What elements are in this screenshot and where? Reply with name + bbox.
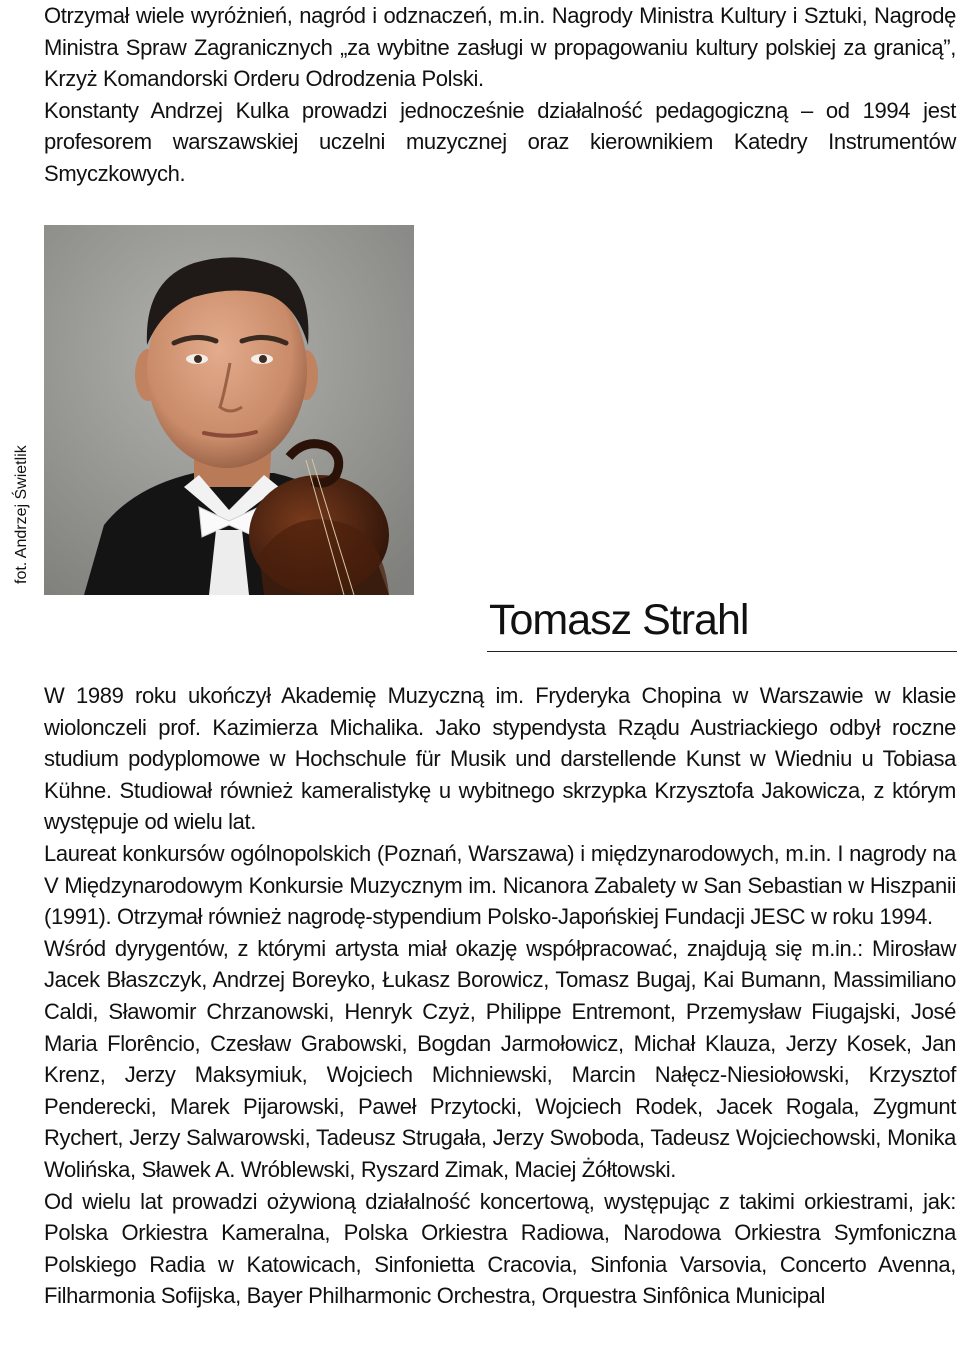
paragraph-orchestras: Od wielu lat prowadzi ożywioną działalność koncertową, występując z takimi orkiestrami, jak: Polska Orkiestra Kameralna, Polska Orkiestra Radiowa, Narodowa Orkiestra Symfoniczna Polskiego Radia w Katowicach, Sinfonietta Cracovia, Sinfonia Varsovia, Concerto Avenna, Filharmonia Sofijska, Bayer Philharmonic Orchestra, Orquestra Sinfônica Municipal	[44, 1188, 956, 1309]
paragraph-teaching: Konstanty Andrzej Kulka prowadzi jednocześnie działalność pedagogiczną – od 1994 jest profesorem warszawskiej uczelni muzycznej oraz kierownikiem Katedry Instrumentów Smyczkowych.	[44, 97, 956, 186]
photo-credit: fot. Andrzej Świetlik	[13, 445, 30, 584]
paragraph-conductors: Wśród dyrygentów, z którymi artysta miał okazję współpracować, znajdują się m.in.: Mirosław Jacek Błaszczyk, Andrzej Boreyko, Łukasz Borowicz, Tomasz Bugaj, Kai Bumann, Massimiliano Caldi, Sławomir Chrzanowski, Henryk Czyż, Philippe Entremont, Przemysław Fiugajski, José Maria Florêncio, Czesław Grabowski, Bogdan Jarmołowicz, Michał Klauza, Jerzy Kosek, Jan Krenz, Jerzy Maksymiuk, Wojciech Michniewski, Marcin Nałęcz-Niesiołowski, Krzysztof Penderecki, Marek Pijarowski, Paweł Przytocki, Wojciech Rodek, Jacek Rogala, Zygmunt Rychert, Jerzy Salwarowski, Tadeusz Strugała, Jerzy Swoboda, Tadeusz Wojciechowski, Monika Wolińska, Sławek A. Wróblewski, Ryszard Zimak, Maciej Żółtowski.	[44, 935, 956, 1182]
paragraph-awards: Otrzymał wiele wyróżnień, nagród i odznaczeń, m.in. Nagrody Ministra Kultury i Sztuki, Nagrodę Ministra Spraw Zagranicznych „za wybitne zasługi w propagowaniu kultury polskiej za granicą”, Krzyż Komandorski Orderu Odrodzenia Polski.	[44, 3, 956, 92]
previous-bio-text	[44, 0, 956, 190]
portrait-photo	[44, 225, 414, 595]
paragraph-education: W 1989 roku ukończył Akademię Muzyczną im. Fryderyka Chopina w Warszawie w klasie wiolonczeli prof. Kazimierza Michalika. Jako stypendysta Rządu Austriackiego odbył roczne studium podyplomowe w Hochschule für Musik und darstellende Kunst w Wiedniu u Tobiasa Kühne. Studiował również kameralistykę u wybitnego skrzypka Krzysztofa Jakowicza, z którym występuje od wielu lat.	[44, 683, 956, 835]
paragraph-competitions: Laureat konkursów ogólnopolskich (Poznań, Warszawa) i międzynarodowych, m.in. I nagrody na V Międzynarodowym Konkursie Muzycznym im. Nicanora Zabalety w San Sebastian w Hiszpanii (1991). Otrzymał również nagrodę-stypendium Polsko-Japońskiej Fundacji JESC w roku 1994.	[44, 840, 956, 930]
heading-underline	[487, 651, 957, 652]
biography-text	[44, 680, 956, 1312]
section-heading: Tomasz Strahl	[489, 596, 749, 644]
